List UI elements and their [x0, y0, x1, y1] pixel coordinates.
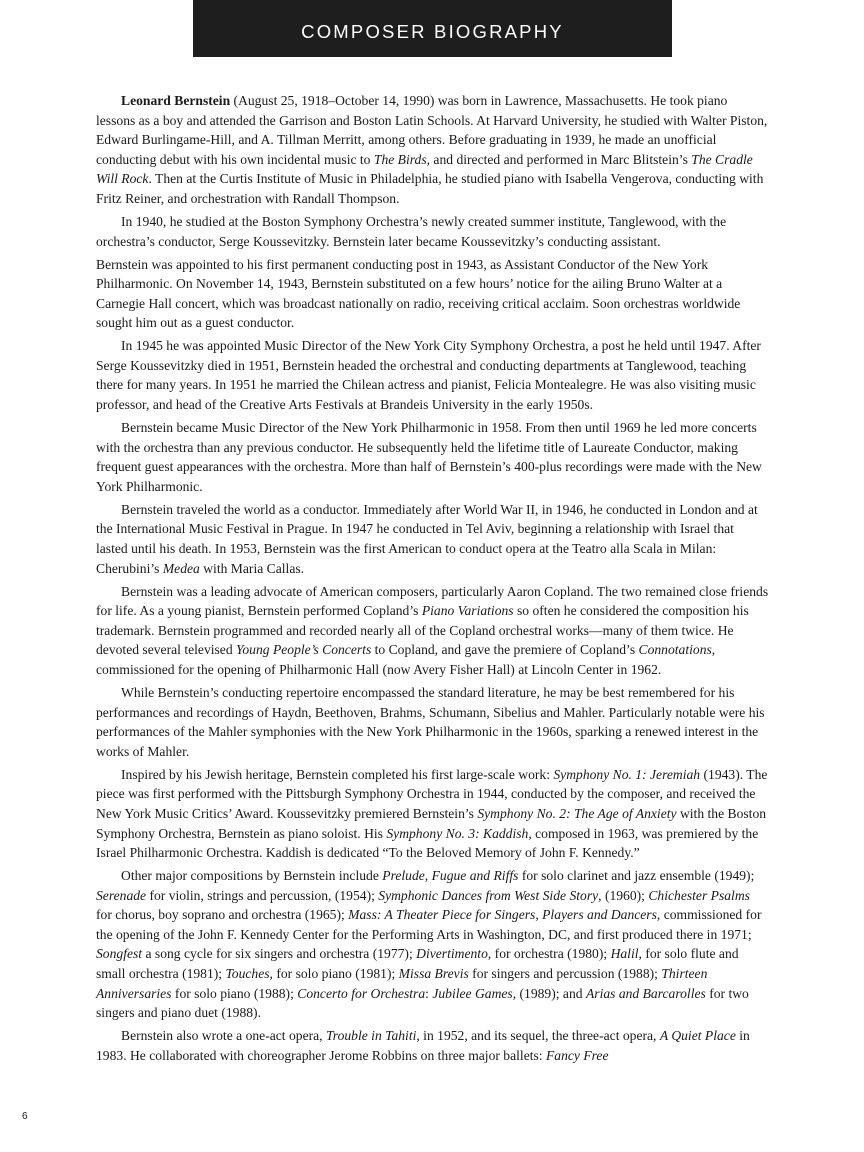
italic-text-run: Symphony No. 3: Kaddish	[386, 825, 529, 841]
text-run: , (1960);	[598, 887, 649, 903]
bold-text-run: Leonard Bernstein	[121, 93, 231, 108]
italic-text-run: Halil	[610, 946, 639, 962]
italic-text-run: Concerto for Orchestra	[297, 985, 426, 1001]
italic-text-run: Chichester Psalms	[648, 887, 750, 903]
text-run: Bernstein traveled the world as a conductor. Immediately after World War II, in 1946, he conducted in London and at the International Music Festival in Prague. In 1947 he conducted in Tel Aviv, beginning a relationship with Israel that lasted until his death. In 1953, Bernstein was the first American to conduct opera at the Teatro alla Scala in Milan: Cherubini’s	[96, 501, 758, 576]
text-run: Bernstein became Music Director of the New York Philharmonic in 1958. From then until 1969 he led more concerts with the orchestra than any previous conductor. He subsequently held the lifetime title of Laureate Conductor, making frequent guest appearances with the orchestra. More than half of Bernstein’s 400-plus recordings were made with the New York Philharmonic.	[96, 420, 762, 494]
text-run: , in 1952, and its sequel, the three-act opera,	[416, 1028, 660, 1044]
text-run: with Maria Callas.	[199, 560, 305, 576]
text-run: :	[425, 985, 433, 1001]
italic-text-run: Prelude, Fugue and Riffs	[382, 868, 519, 884]
text-run: In 1945 he was appointed Music Director of the New York City Symphony Orchestra, a post he held until 1947. After Serge Koussevitzky died in 1951, Bernstein headed the orchestral and conducting departments at Tanglewood, teaching there for many years. In 1951 he married the Chilean actress and pianist, Felicia Montealegre. He was also visiting music professor, and head of the Creative Arts Festivals at Brandeis University in the early 1950s.	[96, 338, 761, 413]
text-run: (August 25, 1918–October 14, 1990) was born in Lawrence, Massachusetts. He took piano lessons as a boy and attended the Garrison and Boston Latin Schools. At Harvard University, he studied with Walter Piston, Edward Burlingame-Hill, and A. Tillman Merritt, among others. Before graduating in 1939, he made an unofficial conducting debut with his own incidental music to	[96, 93, 768, 167]
italic-text-run: Mass: A Theater Piece for Singers, Players and Dancers	[348, 907, 657, 923]
italic-text-run: Arias and Barcarolles	[585, 985, 706, 1001]
paragraph	[96, 683, 769, 761]
text-run: for singers and percussion (1988);	[468, 966, 662, 982]
paragraph	[96, 866, 769, 1023]
paragraph	[96, 91, 769, 209]
italic-text-run: A Quiet Place	[659, 1028, 736, 1044]
text-run: , for solo flute and small orchestra (1981);	[96, 946, 739, 982]
italic-text-run: Piano Variations	[421, 603, 514, 619]
text-run: , for solo piano (1981);	[269, 966, 399, 982]
text-run: Bernstein was a leading advocate of American composers, particularly Aaron Copland. The two remained close friends for life. As a young pianist, Bernstein performed Copland’s	[96, 583, 769, 619]
italic-text-run: The Cradle Will Rock	[96, 151, 753, 187]
italic-text-run: Young People’s Concerts	[236, 642, 372, 658]
paragraph	[96, 500, 769, 578]
italic-text-run: Touches	[225, 966, 270, 982]
text-run: and directed and performed in Marc Blitstein’s	[430, 151, 692, 167]
text-run: Other major compositions by Bernstein include	[121, 868, 383, 884]
text-run: , (1989); and	[512, 985, 586, 1001]
italic-text-run: Thirteen Anniversaries	[96, 966, 708, 1001]
text-run: While Bernstein’s conducting repertoire encompassed the standard literature, he may be best remembered for his performances and recordings of Haydn, Beethoven, Brahms, Schumann, Sibelius and Mahler. Particularly notable were his performances of the Mahler symphonies with the New York Philharmonic in the 1960s, sparking a renewed interest in the works of Mahler.	[96, 684, 765, 759]
text-run: with the Boston Symphony Orchestra, Bernstein as piano soloist. His	[96, 805, 767, 841]
italic-text-run: Medea	[162, 560, 200, 576]
page-title: COMPOSER BIOGRAPHY	[301, 20, 564, 42]
italic-text-run: Trouble in Tahiti	[325, 1028, 417, 1044]
paragraph	[96, 765, 769, 863]
text-run: Bernstein was appointed to his first permanent conducting post in 1943, as Assistant Conductor of the New York Philharmonic. On November 14, 1943, Bernstein substituted on a few hours’ notice for the ailing Bruno Walter at a Carnegie Hall concert, which was broadcast nationally on radio, receiving critical acclaim. Soon orchestras worldwide sought him out as a guest conductor.	[96, 256, 741, 331]
biography-body	[96, 91, 769, 1069]
paragraph	[96, 212, 769, 251]
italic-text-run: Fancy Free	[545, 1047, 609, 1063]
text-run: , composed in 1963, was premiered by the Israel Philharmonic Orchestra. Kaddish is dedicated “To the Beloved Memory of John F. Kennedy.”	[96, 825, 759, 861]
text-run: , commissioned for the opening of the John F. Kennedy Center for the Performing Arts in Washington, DC, and first produced there in 1971;	[96, 907, 762, 942]
italic-text-run: Symphonic Dances from West Side Story	[378, 887, 599, 903]
text-run: for solo piano (1988);	[171, 985, 298, 1001]
italic-text-run: Symphony No. 2: The Age of Anxiety	[477, 805, 677, 821]
italic-text-run: Serenade	[96, 887, 147, 903]
text-run: for two singers and piano duet (1988).	[96, 985, 749, 1021]
text-run: in 1983. He collaborated with choreographer Jerome Robbins on three major ballets:	[96, 1028, 750, 1063]
text-run: In 1940, he studied at the Boston Symphony Orchestra’s newly created summer institute, Tanglewood, with the orchestra’s conductor, Serge Koussevitzky. Bernstein later became Koussevitzky’s conducting assistant.	[96, 213, 727, 249]
text-run: (1943). The piece was first performed with the Pittsburgh Symphony Orchestra in 1944, conducted by the composer, and received the New York Music Critics’ Award. Koussevitzky premiered Bernstein’s	[96, 766, 768, 821]
text-run: Inspired by his Jewish heritage, Bernstein completed his first large-scale work:	[121, 766, 554, 782]
text-run: . Then at the Curtis Institute of Music in Philadelphia, he studied piano with Isabella Vengerova, conducting with Fritz Reiner, and orchestration with Randall Thompson.	[96, 171, 764, 206]
italic-text-run: Connotations	[638, 642, 712, 658]
italic-text-run: Missa Brevis	[398, 966, 469, 982]
text-run: , commissioned for the opening of Philharmonic Hall (now Avery Fisher Hall) at Lincoln Center in 1962.	[96, 642, 716, 677]
paragraph	[96, 255, 769, 333]
paragraph	[96, 336, 769, 414]
page-number: 6	[22, 1111, 28, 1122]
italic-text-run: Songfest	[96, 946, 143, 962]
text-run: for solo clarinet and jazz ensemble (1949);	[518, 868, 755, 884]
text-run: so often he considered the composition his trademark. Bernstein programmed and recorded nearly all of the Copland orchestral works—many of them twice. He devoted several televised	[96, 603, 749, 658]
text-run: Bernstein also wrote a one-act opera,	[121, 1028, 326, 1044]
text-run: to Copland, and gave the premiere of Copland’s	[371, 642, 639, 658]
paragraph	[96, 418, 769, 496]
italic-text-run: The Birds,	[373, 151, 431, 167]
text-run: , for orchestra (1980);	[487, 946, 611, 962]
italic-text-run: Symphony No. 1: Jeremiah	[553, 766, 701, 782]
text-run: for chorus, boy soprano and orchestra (1965);	[96, 907, 349, 923]
paragraph	[96, 582, 769, 680]
paragraph	[96, 1026, 769, 1065]
italic-text-run: Jubilee Games	[432, 985, 513, 1001]
italic-text-run: Divertimento	[416, 946, 488, 962]
text-run: a song cycle for six singers and orchestra (1977);	[142, 946, 417, 962]
header-bar	[193, 0, 672, 57]
text-run: for violin, strings and percussion, (1954);	[146, 887, 379, 903]
